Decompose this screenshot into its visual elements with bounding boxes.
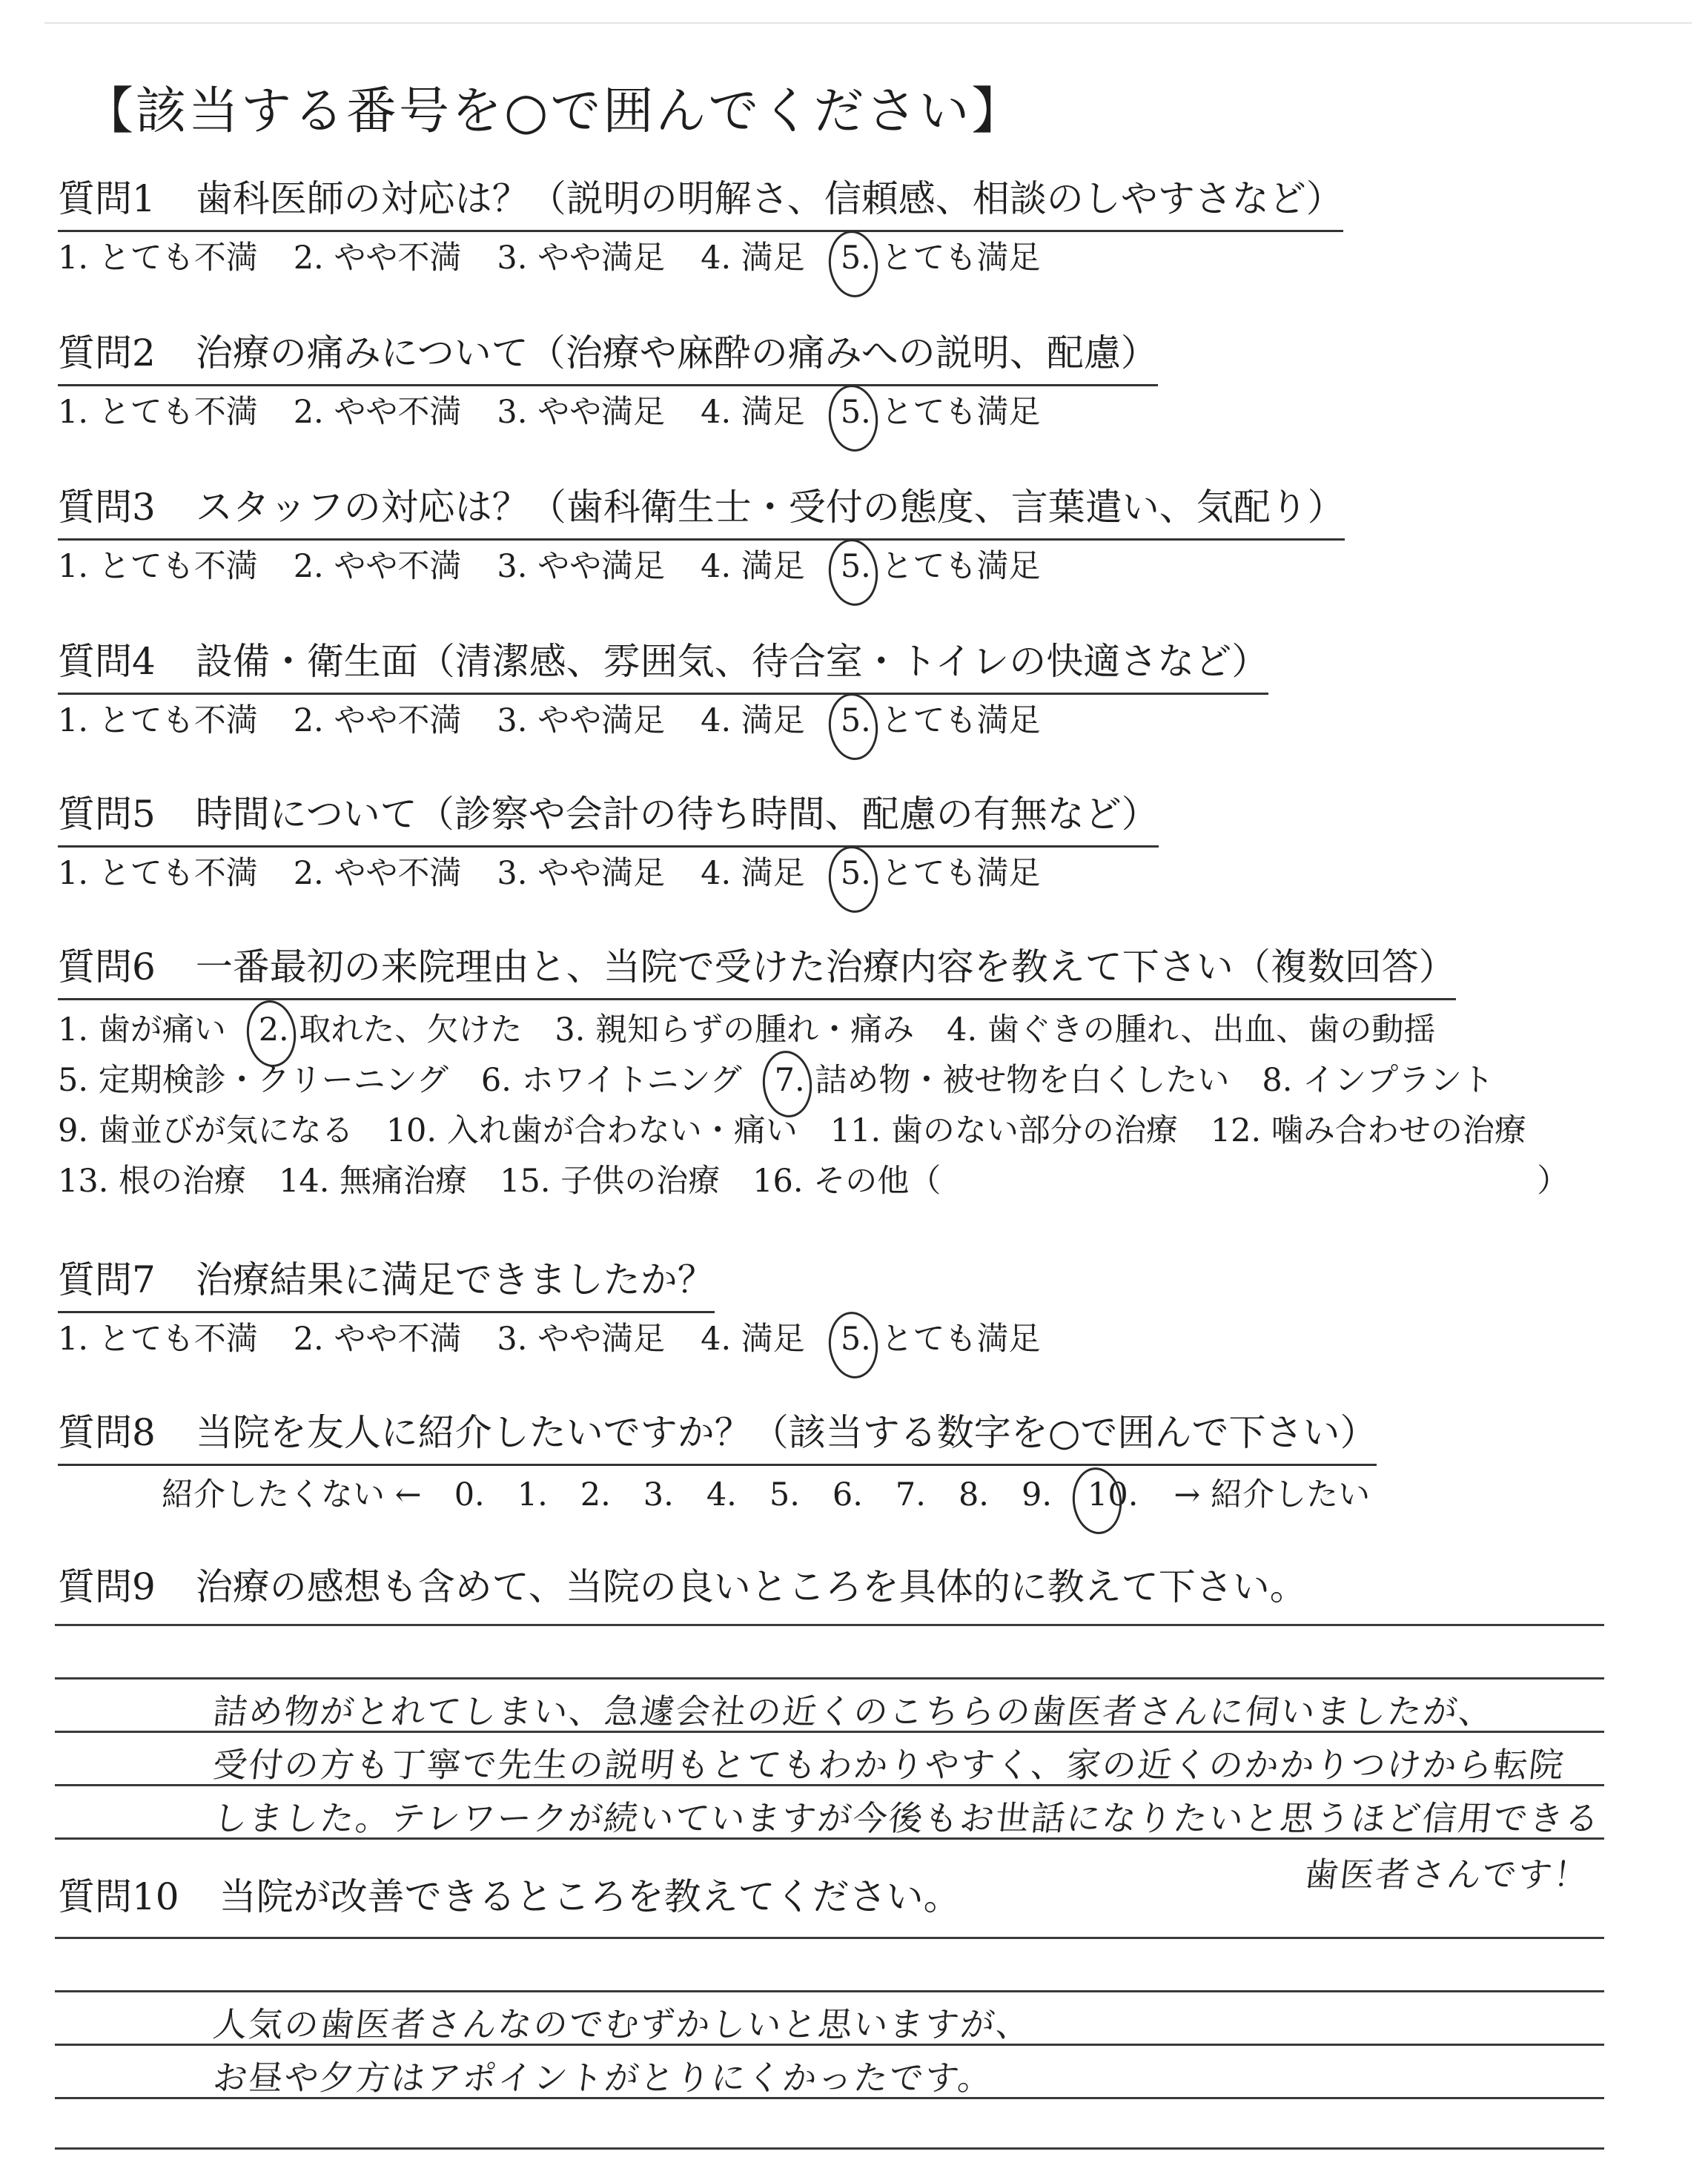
option-5-circled[interactable] <box>841 235 1041 281</box>
option-1[interactable]: 1. とても不満 <box>58 240 258 277</box>
page-title: 【該当する番号を○で囲んでください】 <box>83 82 1025 141</box>
question-text: 治療結果に満足できましたか？ <box>195 1258 715 1301</box>
option-6[interactable]: 6. ホワイトニング <box>480 1062 742 1099</box>
scale-left-label: 紹介したくない ← <box>162 1476 422 1513</box>
option-5-number: 5. <box>840 394 871 431</box>
scale-7[interactable]: 7. <box>895 1476 926 1513</box>
scale-6[interactable]: 6. <box>832 1476 863 1513</box>
question-2-heading <box>58 326 1158 386</box>
option-3[interactable]: 3. 親知らずの腫れ・痛み <box>555 1011 915 1048</box>
option-2[interactable]: 2. やや不満 <box>293 394 462 431</box>
question-3-heading <box>58 480 1345 541</box>
q9-handwriting-line-2: 受付の方も丁寧で先生の説明もとてもわかりやすく、家の近くのかかりつけから転院 <box>211 1745 1567 1785</box>
options-row-1 <box>58 1005 1569 1055</box>
scale-8[interactable]: 8. <box>958 1476 989 1513</box>
option-5-label: とても満足 <box>881 394 1041 431</box>
option-2[interactable]: 2. やや不満 <box>293 548 462 585</box>
question-text: 歯科医師の対応は？（説明の明解さ、信頼感、相談のしやすさなど） <box>195 177 1343 220</box>
option-5-label: とても満足 <box>881 702 1041 739</box>
option-8[interactable]: 8. インプラント <box>1262 1062 1494 1099</box>
option-5-label: とても満足 <box>881 855 1041 892</box>
option-15[interactable]: 15. 子供の治療 <box>500 1163 721 1200</box>
other-close-paren: ） <box>1537 1163 1569 1200</box>
question-5-heading <box>58 787 1159 848</box>
option-4[interactable]: 4. 満足 <box>701 1321 805 1358</box>
option-4[interactable]: 4. 満足 <box>701 855 805 892</box>
question-6-heading <box>58 940 1456 1000</box>
option-2[interactable]: 2. やや不満 <box>293 855 462 892</box>
option-5[interactable]: 5. 定期検診・クリーニング <box>58 1062 448 1099</box>
question-text: 当院を友人に紹介したいですか？（該当する数字を○で囲んで下さい） <box>195 1411 1377 1454</box>
option-13[interactable]: 13. 根の治療 <box>58 1163 247 1200</box>
option-5-number: 5. <box>840 548 871 585</box>
option-3[interactable]: 3. やや満足 <box>497 548 666 585</box>
options-row-2 <box>58 1055 1569 1106</box>
question-1-heading <box>58 172 1343 232</box>
option-5-label: とても満足 <box>881 1321 1041 1358</box>
rating-options <box>58 235 1343 281</box>
visit-reason-options <box>58 1005 1569 1206</box>
scale-4[interactable]: 4. <box>706 1476 737 1513</box>
rating-options <box>58 389 1158 435</box>
q10-handwriting-line-2: お昼や夕方はアポイントがとりにくかったです。 <box>211 2058 996 2098</box>
scale-10-circled[interactable]: 10. <box>1085 1472 1141 1518</box>
option-5-circled[interactable] <box>841 698 1041 744</box>
option-3[interactable]: 3. やや満足 <box>497 855 666 892</box>
option-5-label: とても満足 <box>881 240 1041 277</box>
rating-options <box>58 698 1268 744</box>
rating-options <box>58 544 1345 589</box>
option-1[interactable]: 1. とても不満 <box>58 394 258 431</box>
q9-handwriting-line-1: 詰め物がとれてしまい、急遽会社の近くのこちらの歯医者さんに伺いましたが、 <box>211 1691 1497 1731</box>
scale-2[interactable]: 2. <box>580 1476 611 1513</box>
question-text: 当院が改善できるところを教えてください。 <box>219 1875 961 1918</box>
q9-handwriting-line-3: しました。テレワークが続いていますが今後もお世話になりたいと思うほど信用できる <box>211 1798 1603 1838</box>
option-3[interactable]: 3. やや満足 <box>497 1321 666 1358</box>
question-4-heading <box>58 635 1268 695</box>
question-4 <box>58 635 1268 744</box>
option-5-circled[interactable] <box>841 389 1041 435</box>
question-8 <box>58 1406 1377 1518</box>
question-7-heading <box>58 1253 715 1313</box>
option-2[interactable]: 2. やや不満 <box>293 1321 462 1358</box>
scale-5[interactable]: 5. <box>769 1476 800 1513</box>
options-row-4 <box>58 1156 1569 1206</box>
option-3[interactable]: 3. やや満足 <box>497 394 666 431</box>
answer-line <box>55 1624 1604 1626</box>
option-5-number: 5. <box>840 702 871 739</box>
option-3[interactable]: 3. やや満足 <box>497 702 666 739</box>
question-text: 時間について（診察や会計の待ち時間、配慮の有無など） <box>195 793 1159 836</box>
option-5-circled[interactable] <box>841 851 1041 896</box>
rating-options <box>58 1316 1041 1362</box>
option-7-circled[interactable]: 7. 詰め物・被せ物を白くしたい <box>775 1055 1230 1106</box>
option-1[interactable]: 1. 歯が痛い <box>58 1011 226 1048</box>
scale-right-label: → 紹介したい <box>1174 1476 1371 1513</box>
scale-0[interactable]: 0. <box>454 1476 485 1513</box>
option-12[interactable]: 12. 噛み合わせの治療 <box>1210 1112 1526 1149</box>
option-5-circled[interactable] <box>841 544 1041 589</box>
answer-line <box>55 1937 1604 1939</box>
question-10 <box>58 1870 961 1923</box>
option-1[interactable]: 1. とても不満 <box>58 702 258 739</box>
option-2[interactable]: 2. やや不満 <box>293 702 462 739</box>
option-4[interactable]: 4. 満足 <box>701 394 805 431</box>
question-number: 質問4 <box>58 640 156 683</box>
option-14[interactable]: 14. 無痛治療 <box>279 1163 468 1200</box>
question-7 <box>58 1253 1041 1362</box>
question-9 <box>58 1560 1307 1614</box>
option-16-other[interactable]: 16. その他（ <box>752 1163 941 1200</box>
answer-line <box>55 2147 1604 2150</box>
option-4[interactable]: 4. 満足 <box>701 548 805 585</box>
question-number: 質問2 <box>58 331 156 374</box>
option-1[interactable]: 1. とても不満 <box>58 855 258 892</box>
question-number: 質問6 <box>58 945 156 988</box>
top-rule <box>44 22 1692 24</box>
question-10-heading <box>58 1870 961 1923</box>
question-text: 治療の感想も含めて、当院の良いところを具体的に教えて下さい。 <box>195 1565 1307 1608</box>
question-text: 治療の痛みについて（治療や麻酔の痛みへの説明、配慮） <box>195 331 1158 374</box>
question-text: スタッフの対応は？（歯科衛生士・受付の態度、言葉遣い、気配り） <box>195 486 1345 529</box>
options-row-3 <box>58 1106 1569 1156</box>
option-5-label: とても満足 <box>881 548 1041 585</box>
question-number: 質問9 <box>58 1565 156 1608</box>
q10-handwriting-line-1: 人気の歯医者さんなのでむずかしいと思いますが、 <box>211 2004 1034 2044</box>
question-8-heading <box>58 1406 1377 1466</box>
scale-3[interactable]: 3. <box>643 1476 674 1513</box>
option-5-circled[interactable] <box>841 1316 1041 1362</box>
question-3 <box>58 480 1345 589</box>
option-1[interactable]: 1. とても不満 <box>58 548 258 585</box>
q9-handwriting-line-4: 歯医者さんです！ <box>1302 1855 1592 1895</box>
option-5-number: 5. <box>840 240 871 277</box>
question-5 <box>58 787 1159 896</box>
question-number: 質問5 <box>58 793 156 836</box>
question-text: 一番最初の来院理由と、当院で受けた治療内容を教えて下さい（複数回答） <box>195 945 1456 988</box>
option-5-number: 5. <box>840 1321 871 1358</box>
option-4[interactable]: 4. 満足 <box>701 702 805 739</box>
option-3[interactable]: 3. やや満足 <box>497 240 666 277</box>
answer-line <box>55 1990 1604 1992</box>
option-11[interactable]: 11. 歯のない部分の治療 <box>830 1112 1178 1149</box>
question-number: 質問3 <box>58 486 156 529</box>
question-1 <box>58 172 1343 281</box>
option-10[interactable]: 10. 入れ歯が合わない・痛い <box>385 1112 798 1149</box>
option-2-circled[interactable]: 2. 取れた、欠けた <box>259 1005 523 1055</box>
option-2[interactable]: 2. やや不満 <box>293 240 462 277</box>
question-6 <box>58 940 1569 1206</box>
option-5-number: 5. <box>840 855 871 892</box>
question-number: 質問1 <box>58 177 156 220</box>
question-number: 質問10 <box>58 1875 179 1918</box>
option-4[interactable]: 4. 歯ぐきの腫れ、出血、歯の動揺 <box>947 1011 1436 1048</box>
option-1[interactable]: 1. とても不満 <box>58 1321 258 1358</box>
scale-1[interactable]: 1. <box>517 1476 548 1513</box>
question-2 <box>58 326 1158 435</box>
question-number: 質問7 <box>58 1258 156 1301</box>
question-text: 設備・衛生面（清潔感、雰囲気、待合室・トイレの快適さなど） <box>195 640 1269 683</box>
answer-line <box>55 1677 1604 1680</box>
question-9-heading <box>58 1560 1307 1614</box>
recommend-scale <box>162 1472 1377 1518</box>
scale-9[interactable]: 9. <box>1021 1476 1053 1513</box>
rating-options <box>58 851 1159 896</box>
option-4[interactable]: 4. 満足 <box>701 240 805 277</box>
option-9[interactable]: 9. 歯並びが気になる <box>58 1112 354 1149</box>
question-number: 質問8 <box>58 1411 156 1454</box>
